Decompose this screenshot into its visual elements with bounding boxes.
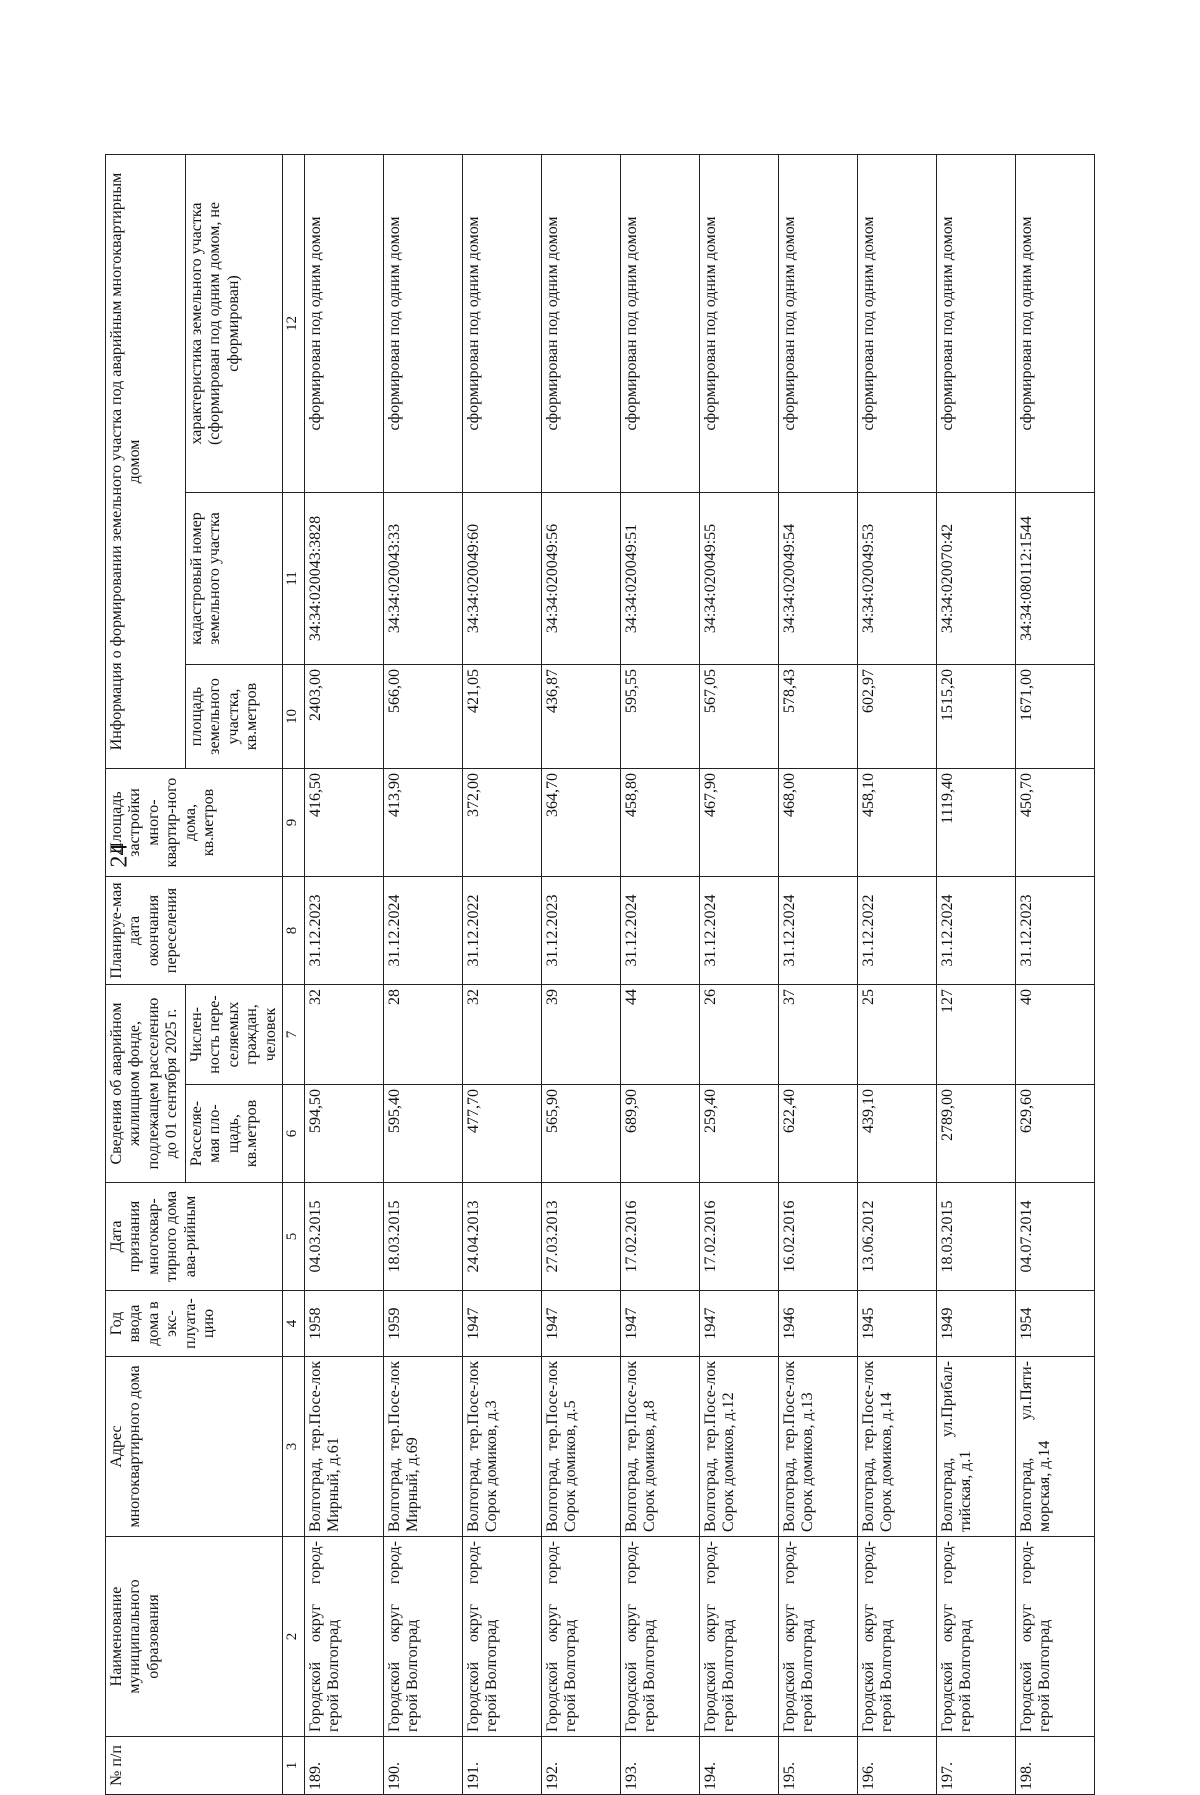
address-cell: Волгоград, тер.Посе-лок Сорок домиков, д.8 [620, 1357, 699, 1537]
column-number: 11 [282, 493, 304, 665]
building-area-cell: 416,50 [304, 769, 383, 877]
resettled-people-cell: 28 [383, 985, 462, 1085]
column-number: 6 [282, 1085, 304, 1183]
land-area-cell: 2403,00 [304, 665, 383, 769]
resettled-area-cell: 689,90 [620, 1085, 699, 1183]
planned-end-date-cell: 31.12.2024 [699, 877, 778, 985]
land-characteristic-cell: сформирован под одним домом [620, 155, 699, 493]
recognition-date-cell: 17.02.2016 [620, 1183, 699, 1291]
row-number: 189. [304, 1737, 383, 1795]
resettled-area-cell: 477,70 [462, 1085, 541, 1183]
header-address: Адрес многоквартирного дома [106, 1357, 283, 1537]
land-characteristic-cell: сформирован под одним домом [541, 155, 620, 493]
header-recognition-date: Дата признания многоквар-тирного дома ава-рийным [106, 1183, 283, 1291]
row-number: 193. [620, 1737, 699, 1795]
land-area-cell: 1515,20 [936, 665, 1015, 769]
building-area-cell: 467,90 [699, 769, 778, 877]
municipality-cell: Городской округ город-герой Волгоград [936, 1537, 1015, 1737]
column-number: 7 [282, 985, 304, 1085]
recognition-date-cell: 17.02.2016 [699, 1183, 778, 1291]
land-characteristic-cell: сформирован под одним домом [936, 155, 1015, 493]
address-cell: Волгоград, тер.Посе-лок Сорок домиков, д.14 [857, 1357, 936, 1537]
cadastral-number-cell: 34:34:020049:53 [857, 493, 936, 665]
resettled-people-cell: 25 [857, 985, 936, 1085]
resettled-people-cell: 127 [936, 985, 1015, 1085]
resettled-people-cell: 44 [620, 985, 699, 1085]
row-number: 196. [857, 1737, 936, 1795]
land-characteristic-cell: сформирован под одним домом [699, 155, 778, 493]
land-characteristic-cell: сформирован под одним домом [1015, 155, 1094, 493]
cadastral-number-cell: 34:34:020049:51 [620, 493, 699, 665]
row-number: 195. [778, 1737, 857, 1795]
planned-end-date-cell: 31.12.2024 [936, 877, 1015, 985]
table-row [541, 155, 620, 1795]
cadastral-number-cell: 34:34:020070:42 [936, 493, 1015, 665]
address-cell: Волгоград, тер.Посе-лок Мирный, д.69 [383, 1357, 462, 1537]
page-number: 24 [106, 843, 133, 868]
resettled-people-cell: 32 [304, 985, 383, 1085]
municipality-cell: Городской округ город-герой Волгоград [857, 1537, 936, 1737]
land-area-cell: 421,05 [462, 665, 541, 769]
resettled-area-cell: 629,60 [1015, 1085, 1094, 1183]
year-cell: 1947 [541, 1291, 620, 1357]
recognition-date-cell: 24.04.2013 [462, 1183, 541, 1291]
municipality-cell: Городской округ город-герой Волгоград [699, 1537, 778, 1737]
recognition-date-cell: 18.03.2015 [936, 1183, 1015, 1291]
table-row [620, 155, 699, 1795]
planned-end-date-cell: 31.12.2023 [1015, 877, 1094, 985]
building-area-cell: 1119,40 [936, 769, 1015, 877]
address-cell: Волгоград, тер.Посе-лок Сорок домиков, д.13 [778, 1357, 857, 1537]
table-row [778, 155, 857, 1795]
year-cell: 1947 [620, 1291, 699, 1357]
municipality-cell: Городской округ город-герой Волгоград [778, 1537, 857, 1737]
header-resettled-area: Расселяе-мая пло-щадь, кв.метров [186, 1085, 283, 1183]
building-area-cell: 450,70 [1015, 769, 1094, 877]
row-number: 194. [699, 1737, 778, 1795]
municipality-cell: Городской округ город-герой Волгоград [541, 1537, 620, 1737]
column-number: 2 [282, 1537, 304, 1737]
address-cell: Волгоград, тер.Посе-лок Сорок домиков, д.5 [541, 1357, 620, 1537]
year-cell: 1959 [383, 1291, 462, 1357]
row-number: 198. [1015, 1737, 1094, 1795]
address-cell: Волгоград, тер.Посе-лок Мирный, д.61 [304, 1357, 383, 1537]
building-area-cell: 413,90 [383, 769, 462, 877]
municipality-cell: Городской округ город-герой Волгоград [1015, 1537, 1094, 1737]
land-area-cell: 566,00 [383, 665, 462, 769]
recognition-date-cell: 04.03.2015 [304, 1183, 383, 1291]
header-land-characteristic: характеристика земельного участка (сформирован под одним домом, не сформирован) [186, 155, 283, 493]
row-number: 197. [936, 1737, 1015, 1795]
table-row [699, 155, 778, 1795]
column-number: 10 [282, 665, 304, 769]
row-number: 192. [541, 1737, 620, 1795]
building-area-cell: 364,70 [541, 769, 620, 877]
table-row [1015, 155, 1094, 1795]
table-row [857, 155, 936, 1795]
land-characteristic-cell: сформирован под одним домом [857, 155, 936, 493]
resettled-area-cell: 565,90 [541, 1085, 620, 1183]
recognition-date-cell: 16.02.2016 [778, 1183, 857, 1291]
table-row [383, 155, 462, 1795]
municipality-cell: Городской округ город-герой Волгоград [304, 1537, 383, 1737]
resettled-people-cell: 39 [541, 985, 620, 1085]
header-group-land-plot: Информация о формировании земельного участка под аварийным многоквартирным домом [106, 155, 186, 769]
row-number: 191. [462, 1737, 541, 1795]
column-number: 12 [282, 155, 304, 493]
resettled-people-cell: 26 [699, 985, 778, 1085]
column-number: 1 [282, 1737, 304, 1795]
emergency-housing-table [105, 154, 1095, 1795]
header-cadastral-number: кадастровый номер земельного участка [186, 493, 283, 665]
address-cell: Волгоград, ул.Прибал-тийская, д.1 [936, 1357, 1015, 1537]
municipality-cell: Городской округ город-герой Волгоград [462, 1537, 541, 1737]
municipality-cell: Городской округ город-герой Волгоград [383, 1537, 462, 1737]
header-planned-end-date: Планируе-мая дата окончания переселения [106, 877, 283, 985]
address-cell: Волгоград, ул.Пяти-морская, д.14 [1015, 1357, 1094, 1537]
header-group-emergency-fund: Сведения об аварийном жилищном фонде, подлежащем расселению до 01 сентября 2025 г. [106, 985, 186, 1183]
table-row [936, 155, 1015, 1795]
header-building-area: Площадь застройки много-квартир-ного дома, кв.метров [106, 769, 283, 877]
resettled-area-cell: 439,10 [857, 1085, 936, 1183]
header-resettled-people: Числен-ность пере-селяемых граждан, человек [186, 985, 283, 1085]
table-row [462, 155, 541, 1795]
header-number: № п/п [106, 1737, 283, 1795]
header-year: Год ввода дома в экс-плуата-цию [106, 1291, 283, 1357]
header-land-area: площадь земельного участка, кв.метров [186, 665, 283, 769]
resettled-people-cell: 32 [462, 985, 541, 1085]
building-area-cell: 458,80 [620, 769, 699, 877]
cadastral-number-cell: 34:34:020043:33 [383, 493, 462, 665]
land-area-cell: 595,55 [620, 665, 699, 769]
column-number: 9 [282, 769, 304, 877]
column-number: 5 [282, 1183, 304, 1291]
column-number: 3 [282, 1357, 304, 1537]
recognition-date-cell: 13.06.2012 [857, 1183, 936, 1291]
year-cell: 1947 [462, 1291, 541, 1357]
recognition-date-cell: 18.03.2015 [383, 1183, 462, 1291]
cadastral-number-cell: 34:34:020043:3828 [304, 493, 383, 665]
year-cell: 1947 [699, 1291, 778, 1357]
land-area-cell: 602,97 [857, 665, 936, 769]
planned-end-date-cell: 31.12.2023 [304, 877, 383, 985]
land-characteristic-cell: сформирован под одним домом [462, 155, 541, 493]
recognition-date-cell: 04.07.2014 [1015, 1183, 1094, 1291]
land-area-cell: 436,87 [541, 665, 620, 769]
planned-end-date-cell: 31.12.2022 [462, 877, 541, 985]
land-characteristic-cell: сформирован под одним домом [304, 155, 383, 493]
land-area-cell: 567,05 [699, 665, 778, 769]
cadastral-number-cell: 34:34:020049:56 [541, 493, 620, 665]
address-cell: Волгоград, тер.Посе-лок Сорок домиков, д.12 [699, 1357, 778, 1537]
resettled-area-cell: 595,40 [383, 1085, 462, 1183]
table-row [304, 155, 383, 1795]
resettled-people-cell: 40 [1015, 985, 1094, 1085]
municipality-cell: Городской округ город-герой Волгоград [620, 1537, 699, 1737]
planned-end-date-cell: 31.12.2024 [383, 877, 462, 985]
cadastral-number-cell: 34:34:080112:1544 [1015, 493, 1094, 665]
cadastral-number-cell: 34:34:020049:55 [699, 493, 778, 665]
resettled-area-cell: 259,40 [699, 1085, 778, 1183]
building-area-cell: 372,00 [462, 769, 541, 877]
year-cell: 1958 [304, 1291, 383, 1357]
year-cell: 1954 [1015, 1291, 1094, 1357]
column-number: 4 [282, 1291, 304, 1357]
resettled-area-cell: 2789,00 [936, 1085, 1015, 1183]
land-area-cell: 578,43 [778, 665, 857, 769]
column-number: 8 [282, 877, 304, 985]
table-body [304, 155, 1094, 1795]
rotated-table-container [105, 155, 1095, 1795]
planned-end-date-cell: 31.12.2022 [857, 877, 936, 985]
year-cell: 1945 [857, 1291, 936, 1357]
planned-end-date-cell: 31.12.2023 [541, 877, 620, 985]
cadastral-number-cell: 34:34:020049:54 [778, 493, 857, 665]
land-characteristic-cell: сформирован под одним домом [383, 155, 462, 493]
resettled-people-cell: 37 [778, 985, 857, 1085]
address-cell: Волгоград, тер.Посе-лок Сорок домиков, д.3 [462, 1357, 541, 1537]
row-number: 190. [383, 1737, 462, 1795]
resettled-area-cell: 622,40 [778, 1085, 857, 1183]
planned-end-date-cell: 31.12.2024 [778, 877, 857, 985]
building-area-cell: 468,00 [778, 769, 857, 877]
cadastral-number-cell: 34:34:020049:60 [462, 493, 541, 665]
land-area-cell: 1671,00 [1015, 665, 1094, 769]
resettled-area-cell: 594,50 [304, 1085, 383, 1183]
building-area-cell: 458,10 [857, 769, 936, 877]
planned-end-date-cell: 31.12.2024 [620, 877, 699, 985]
header-municipality: Наименование муниципального образования [106, 1537, 283, 1737]
recognition-date-cell: 27.03.2013 [541, 1183, 620, 1291]
land-characteristic-cell: сформирован под одним домом [778, 155, 857, 493]
year-cell: 1949 [936, 1291, 1015, 1357]
year-cell: 1946 [778, 1291, 857, 1357]
